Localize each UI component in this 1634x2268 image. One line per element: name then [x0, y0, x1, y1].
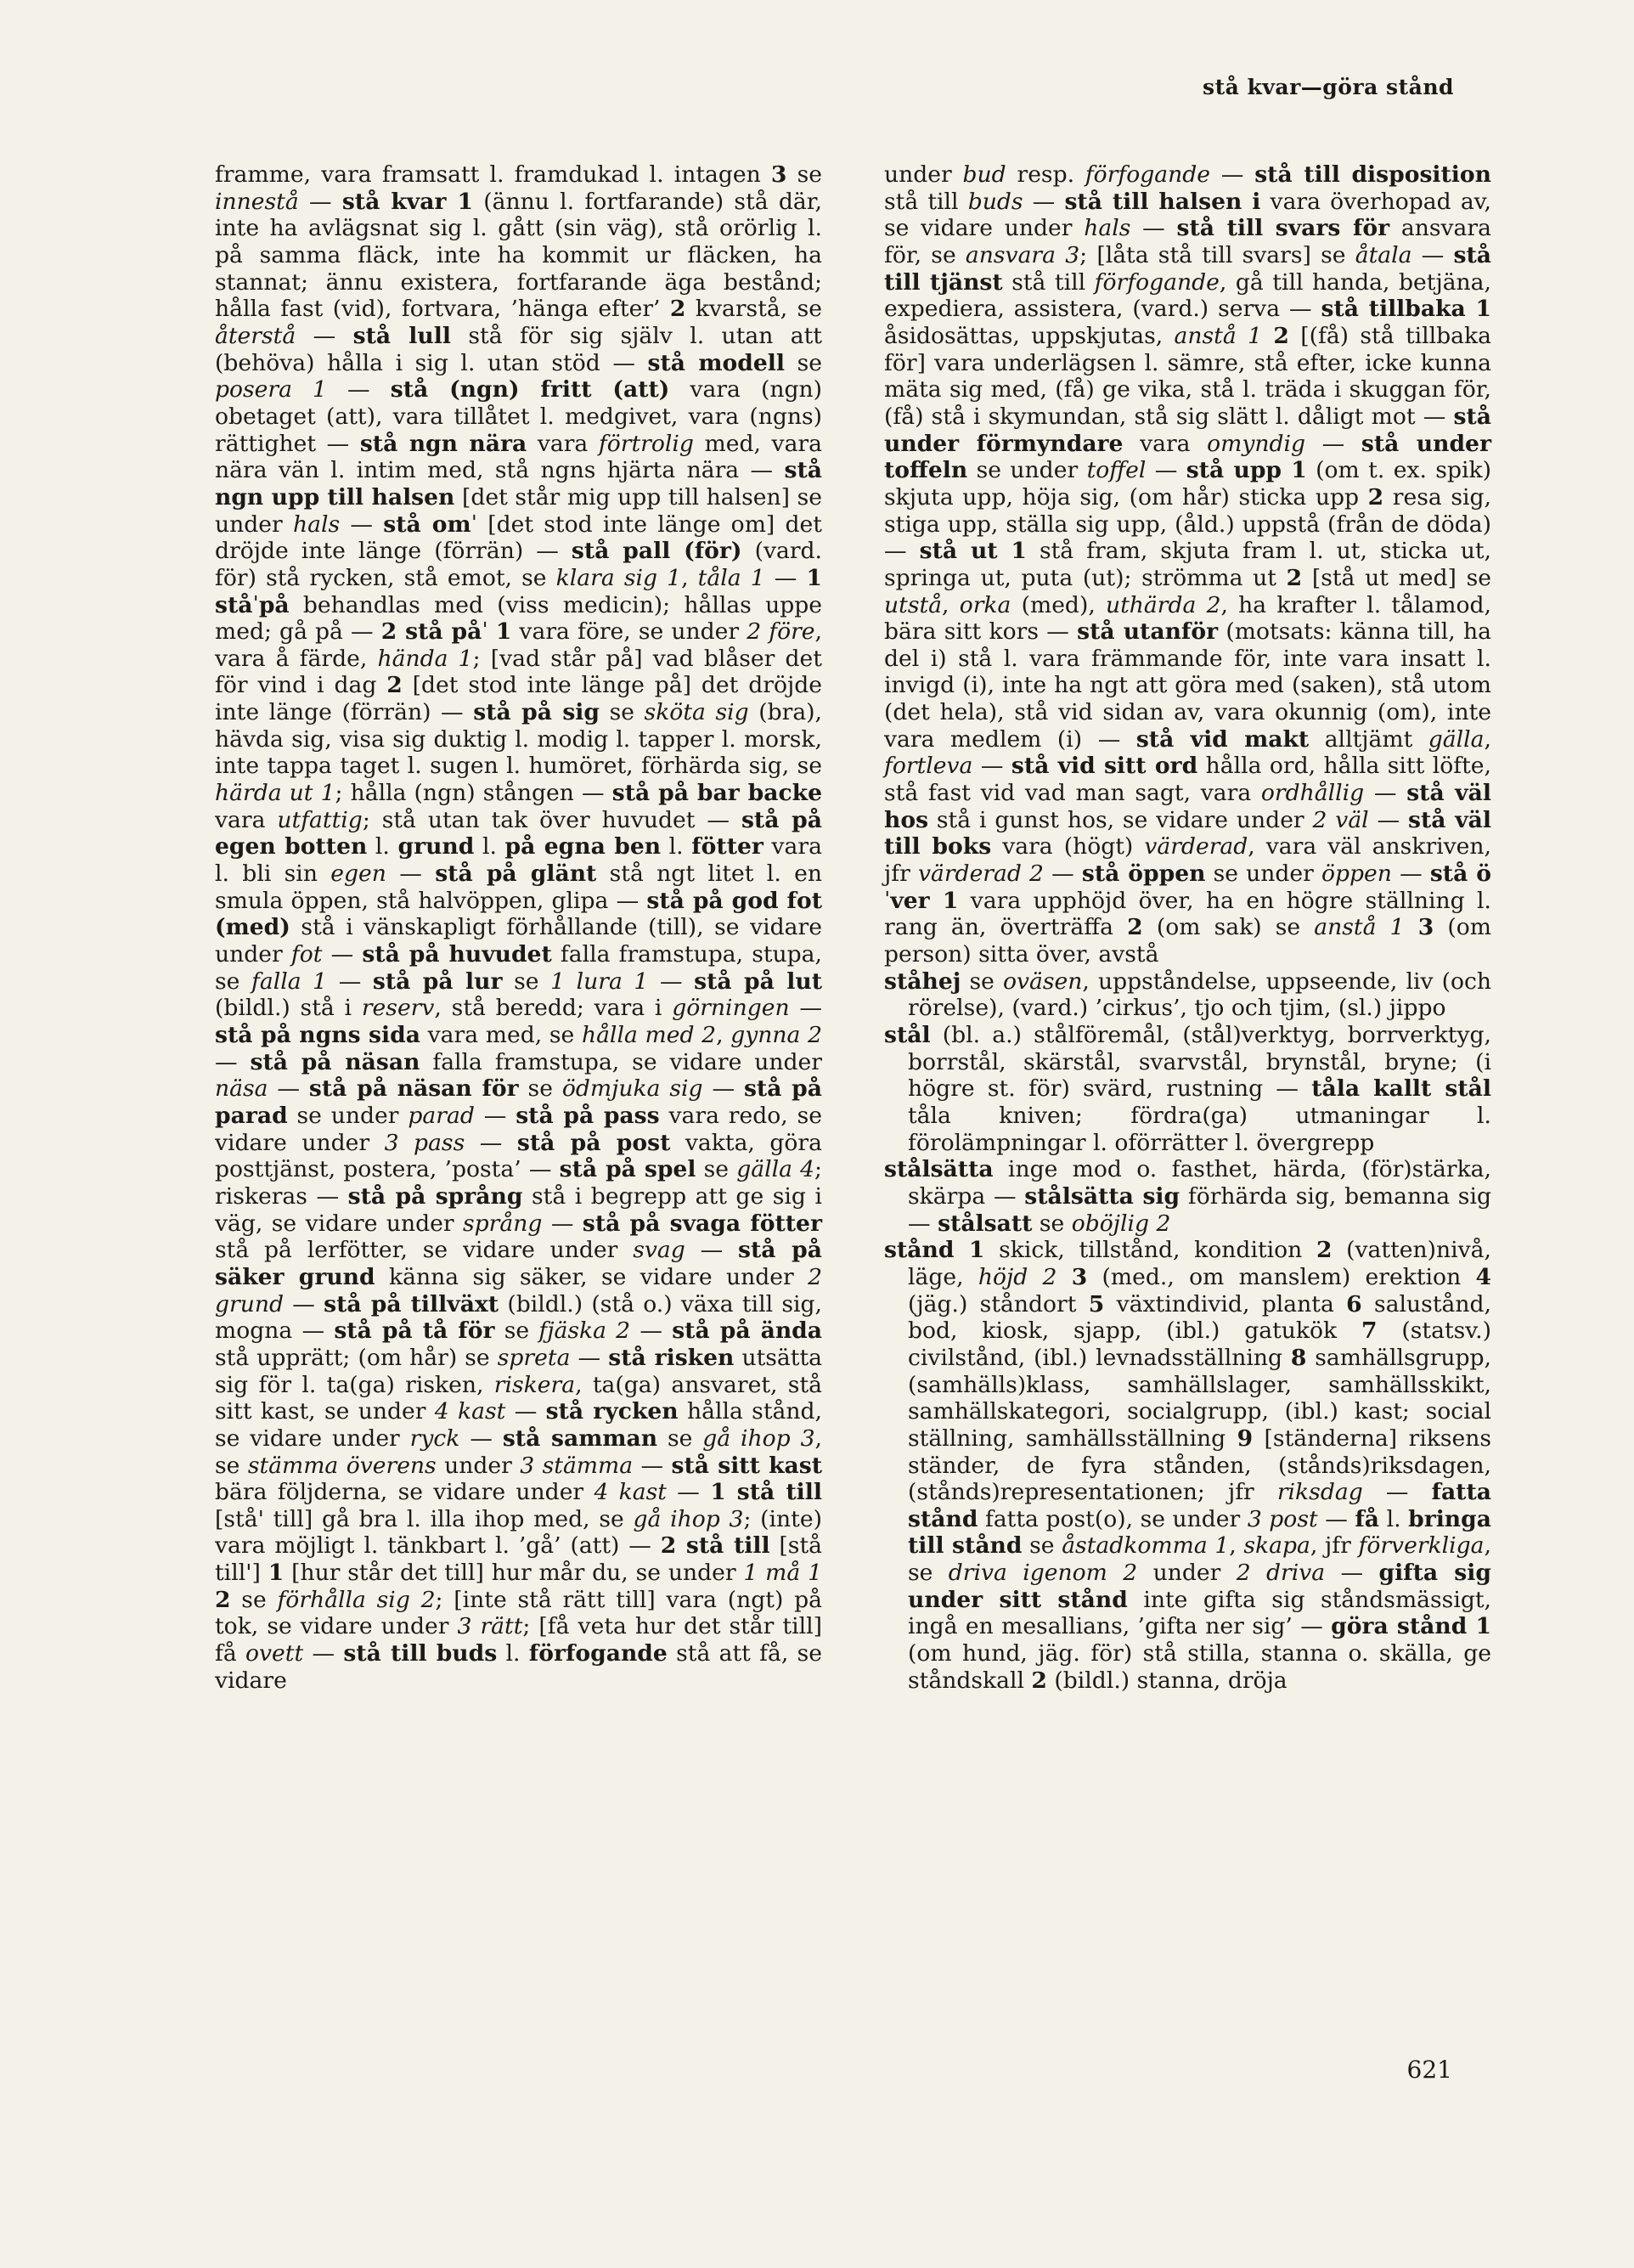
left-column	[215, 161, 822, 1694]
page-number: 621	[1406, 2056, 1452, 2084]
entry-stal: stål (bl. a.) stålföremål, (stål)verktyg, borrverktyg, borrstål, skärstål, svarvstål, brynstål, bryne; (i högre st. för) svärd, rustning — tåla kallt stål tåla kniven; fördra(ga) utmaningar l. förolämpningar l. oförrätter l. övergrepp	[884, 1022, 1491, 1156]
running-head: stå kvar—göra stånd	[1203, 75, 1454, 99]
entry-text: framme, vara framsatt l. framdukad l. intagen 3 se innestå — stå kvar 1 (ännu l. fortfarande) stå där, inte ha avlägsnat sig l. gått (sin väg), stå orörlig l. på samma fläck, inte ha kommit ur fläcken, ha stannat; ännu existera, fortfarande äga bestånd; hålla fast (vid), fortvara, ’hänga efter’ 2 kvarstå, se återstå — stå lull stå för sig själv l. utan att (behöva) hålla i sig l. utan stöd — stå modell se posera 1 — stå (ngn) fritt (att) vara (ngn) obetaget (att), vara tillåtet l. medgivet, vara (ngns) rättighet — stå ngn nära vara förtrolig med, vara nära vän l. intim med, stå ngns hjärta nära — stå ngn upp till halsen [det står mig upp till halsen] se under hals — stå omˈ [det stod inte länge om] det dröjde inte länge (förrän) — stå pall (för) (vard. för) stå rycken, stå emot, se klara sig 1, tåla 1 — 1 ståˈpå behandlas med (viss medicin); hållas uppe med; gå på — 2 stå påˈ 1 vara före, se under 2 före, vara å färde, hända 1; [vad står på] vad blåser det för vind i dag 2 [det stod inte länge på] det dröjde inte länge (förrän) — stå på sig se sköta sig (bra), hävda sig, visa sig duktig l. modig l. tapper l. morsk, inte tappa taget l. sugen l. humöret, förhärda sig, se härda ut 1; hålla (ngn) stången — stå på bar backe vara utfattig; stå utan tak över huvudet — stå på egen botten l. grund l. på egna ben l. fötter vara l. bli sin egen — stå på glänt stå ngt litet l. en smula öppen, stå halvöppen, glipa — stå på god fot (med) stå i vänskapligt förhållande (till), se vidare under fot — stå på huvudet falla framstupa, stupa, se falla 1 — stå på lur se 1 lura 1 — stå på lut (bildl.) stå i reserv, stå beredd; vara i görningen — stå på ngns sida vara med, se hålla med 2, gynna 2 — stå på näsan falla framstupa, se vidare under näsa — stå på näsan för se ödmjuka sig — stå på parad se under parad — stå på pass vara redo, se vidare under 3 pass — stå på post vakta, göra posttjänst, postera, ’posta’ — stå på spel se gälla 4; riskeras — stå på språng stå i begrepp att ge sig i väg, se vidare under språng — stå på svaga fötter stå på lerfötter, se vidare under svag — stå på säker grund känna sig säker, se vidare under 2 grund — stå på tillväxt (bildl.) (stå o.) växa till sig, mogna — stå på tå för se fjäska 2 — stå på ända stå upprätt; (om hår) se spreta — stå risken utsätta sig för l. ta(ga) risken, riskera, ta(ga) ansvaret, stå sitt kast, se under 4 kast — stå rycken hålla stånd, se vidare under ryck — stå samman se gå ihop 3, se stämma överens under 3 stämma — stå sitt kast bära följderna, se vidare under 4 kast — 1 stå till [stå' till] gå bra l. illa ihop med, se gå ihop 3; (inte) vara möjligt l. tänkbart l. ’gå’ (att) — 2 stå till [stå till'] 1 [hur står det till] hur mår du, se under 1 må 1 2 se förhålla sig 2; [inte stå rätt till] vara (ngt) på tok, se vidare under 3 rätt; [få veta hur det står till] få ovett — stå till buds l. förfogande stå att få, se vidare	[215, 161, 823, 1694]
entry-stahej: ståhej se oväsen, uppståndelse, uppseende, liv (och rörelse), (vard.) ’cirkus’, tjo och tjim, (sl.) jippo	[884, 968, 1491, 1022]
right-column	[884, 161, 1491, 1694]
entry-stand: stånd 1 skick, tillstånd, kondition 2 (vatten)nivå, läge, höjd 2 3 (med., om manslem) erektion 4 (jäg.) ståndort 5 växtindivid, planta 6 salustånd, bod, kiosk, sjapp, (ibl.) gatukök 7 (statsv.) civilstånd, (ibl.) levnadsställning 8 samhällsgrupp, (samhälls)klass, samhällslager, samhällsskikt, samhällskategori, socialgrupp, (ibl.) kast; social ställning, samhällsställning 9 [ständerna] riksens ständer, de fyra stånden, (stånds)riksdagen, (stånds)representationen; jfr riksdag — fatta stånd fatta post(o), se under 3 post — få l. bringa till stånd se åstadkomma 1, skapa, jfr förverkliga, se driva igenom 2 under 2 driva — gifta sig under sitt stånd inte gifta sig ståndsmässigt, ingå en mesallians, ’gifta ner sig’ — göra stånd 1 (om hund, jäg. för) stå stilla, stanna o. skälla, ge ståndskall 2 (bildl.) stanna, dröja	[884, 1237, 1492, 1694]
entry-text: under bud resp. förfogande — stå till disposition stå till buds — stå till halsen i vara överhopad av, se vidare under hals — stå till svars för ansvara för, se ansvara 3; [låta stå till svars] se åtala — stå till tjänst stå till förfogande, gå till handa, betjäna, expediera, assistera, (vard.) serva — stå tillbaka 1 åsidosättas, uppskjutas, anstå 1 2 [(få) stå tillbaka för] vara underlägsen l. sämre, stå efter, icke kunna mäta sig med, (få) ge vika, stå l. träda i skuggan för, (få) stå i skymundan, stå sig slätt l. dåligt mot — stå under förmyndare vara omyndig — stå under toffeln se under toffel — stå upp 1 (om t. ex. spik) skjuta upp, höja sig, (om hår) sticka upp 2 resa sig, stiga upp, ställa sig upp, (åld.) uppstå (från de döda) — stå ut 1 stå fram, skjuta fram l. ut, sticka ut, springa ut, puta (ut); strömma ut 2 [stå ut med] se utstå, orka (med), uthärda 2, ha krafter l. tålamod, bära sitt kors — stå utanför (motsats: känna till, ha del i) stå l. vara främmande för, inte vara insatt l. invigd (i), inte ha ngt att göra med (saken), stå utom (det hela), stå vid sidan av, vara okunnig (om), inte vara medlem (i) — stå vid makt alltjämt gälla, fortleva — stå vid sitt ord hålla ord, hålla sitt löfte, stå fast vid vad man sagt, vara ordhållig — stå väl hos stå i gunst hos, se vidare under 2 väl — stå väl till boks vara (högt) värderad, vara väl anskriven, jfr värderad 2 — stå öppen se under öppen — stå öˈver 1 vara upphöjd över, ha en högre ställning l. rang än, överträffa 2 (om sak) se anstå 1 3 (om person) sitta över, avstå	[884, 161, 1492, 968]
entry-stalsatta: stålsätta inge mod o. fasthet, härda, (för)stärka, skärpa — stålsätta sig förhärda sig, bemanna sig — stålsatt se oböjlig 2	[884, 1156, 1491, 1237]
